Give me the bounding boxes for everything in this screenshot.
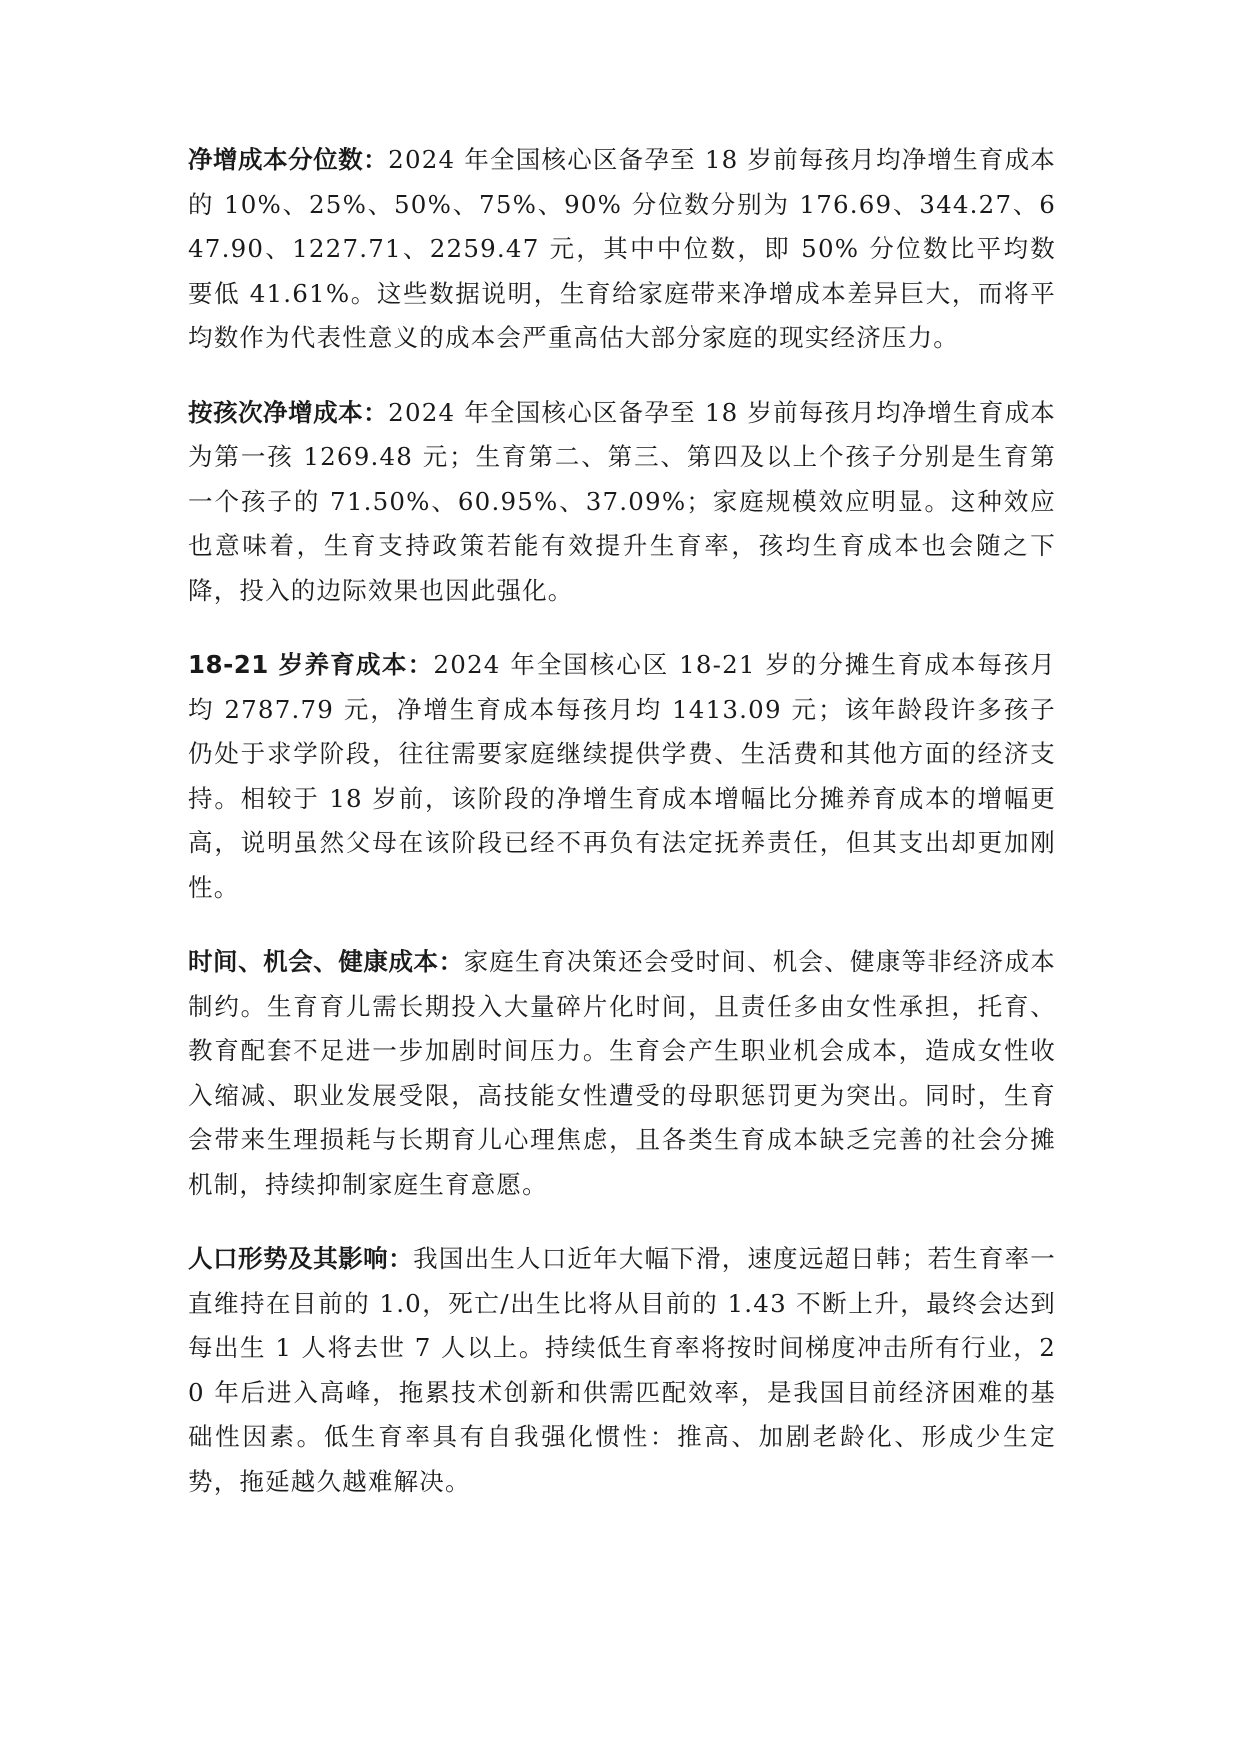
paragraph-text: 2024 年全国核心区备孕至 18 岁前每孩月均净增生育成本为第一孩 1269.48 元；生育第二、第三、第四及以上个孩子分别是生育第一个孩子的 71.50%、60.95%、37.09%；家庭规模效应明显。这种效应也意味着，生育支持政策若能有效提升生育率，孩均生育成本也会随之下降，投入的边际效果也因此强化。	[188, 397, 1057, 605]
paragraph-text: 2024 年全国核心区 18-21 岁的分摊生育成本每孩月均 2787.79 元，净增生育成本每孩月均 1413.09 元；该年龄段许多孩子仍处于求学阶段，往往需要家庭继续提供学费、生活费和其他方面的经济支持。相较于 18 岁前，该阶段的净增生育成本增幅比分摊养育成本的增幅更高，说明虽然父母在该阶段已经不再负有法定抚养责任，但其支出却更加刚性。	[188, 650, 1056, 902]
paragraph-cost-by-birth-order	[188, 391, 1056, 614]
paragraph-text: 家庭生育决策还会受时间、机会、健康等非经济成本制约。生育育儿需长期投入大量碎片化时间，且责任多由女性承担，托育、教育配套不足进一步加剧时间压力。生育会产生职业机会成本，造成女性收入缩减、职业发展受限，高技能女性遭受的母职惩罚更为突出。同时，生育会带来生理损耗与长期育儿心理焦虑，且各类生育成本缺乏完善的社会分摊机制，持续抑制家庭生育意愿。	[188, 947, 1056, 1199]
paragraph-heading: 时间、机会、健康成本：	[188, 947, 464, 976]
paragraph-age-18-21-cost	[188, 643, 1056, 910]
paragraph-time-opportunity-health-cost	[188, 940, 1056, 1207]
paragraph-heading: 净增成本分位数：	[188, 145, 389, 174]
paragraph-net-cost-percentiles	[188, 138, 1056, 361]
paragraph-heading: 人口形势及其影响：	[188, 1244, 414, 1273]
paragraph-heading: 按孩次净增成本：	[188, 397, 389, 427]
document-body	[188, 138, 1056, 1534]
paragraph-text: 我国出生人口近年大幅下滑，速度远超日韩；若生育率一直维持在目前的 1.0，死亡/出生比将从目前的 1.43 不断上升，最终会达到每出生 1 人将去世 7 人以上。持续低生育率将按时间梯度冲击所有行业，20 年后进入高峰，拖累技术创新和供需匹配效率，是我国目前经济困难的基础性因素。低生育率具有自我强化惯性：推高、加剧老龄化、形成少生定势，拖延越久越难解决。	[188, 1244, 1057, 1496]
paragraph-population-situation	[188, 1237, 1056, 1504]
paragraph-text: 2024 年全国核心区备孕至 18 岁前每孩月均净增生育成本的 10%、25%、50%、75%、90% 分位数分别为 176.69、344.27、647.90、1227.71、2259.47 元，其中中位数，即 50% 分位数比平均数要低 41.61%。这些数据说明，生育给家庭带来净增成本差异巨大，而将平均数作为代表性意义的成本会严重高估大部分家庭的现实经济压力。	[188, 145, 1057, 352]
paragraph-heading: 18-21 岁养育成本：	[188, 650, 434, 679]
